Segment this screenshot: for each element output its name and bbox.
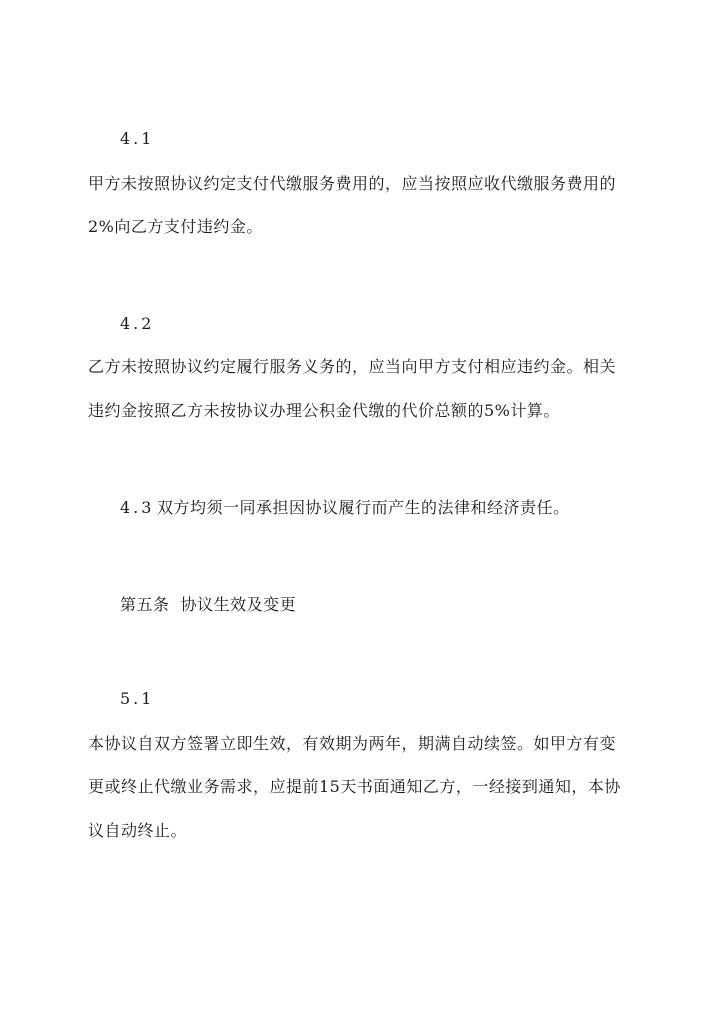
clause-number-4-3: 4.3 xyxy=(120,498,155,517)
clause-number-4-2: 4.2 xyxy=(120,314,155,333)
clause-4-2-line-2: 违约金按照乙方未按协议办理公积金代缴的代价总额的5%计算。 xyxy=(88,401,560,420)
clause-number-4-1: 4.1 xyxy=(120,129,155,148)
article-5-heading: 第五条 协议生效及变更 xyxy=(120,595,297,614)
clause-number-5-1: 5.1 xyxy=(120,689,155,708)
clause-4-3-text: 双方均须一同承担因协议履行而产生的法律和经济责任。 xyxy=(157,498,570,517)
clause-4-1-line-2: 2%向乙方支付违约金。 xyxy=(88,217,263,236)
clause-5-1-line-3: 议自动终止。 xyxy=(88,821,188,840)
clause-5-1-line-1: 本协议自双方签署立即生效，有效期为两年，期满自动续签。如甲方有变 xyxy=(88,734,617,753)
clause-4-1-line-1: 甲方未按照协议约定支付代缴服务费用的，应当按照应收代缴服务费用的 xyxy=(88,174,617,193)
clause-4-2-line-1: 乙方未按照协议约定履行服务义务的，应当向甲方支付相应违约金。相关 xyxy=(88,357,617,376)
clause-5-1-line-2: 更或终止代缴业务需求，应提前15天书面通知乙方，一经接到通知，本协 xyxy=(88,777,621,796)
